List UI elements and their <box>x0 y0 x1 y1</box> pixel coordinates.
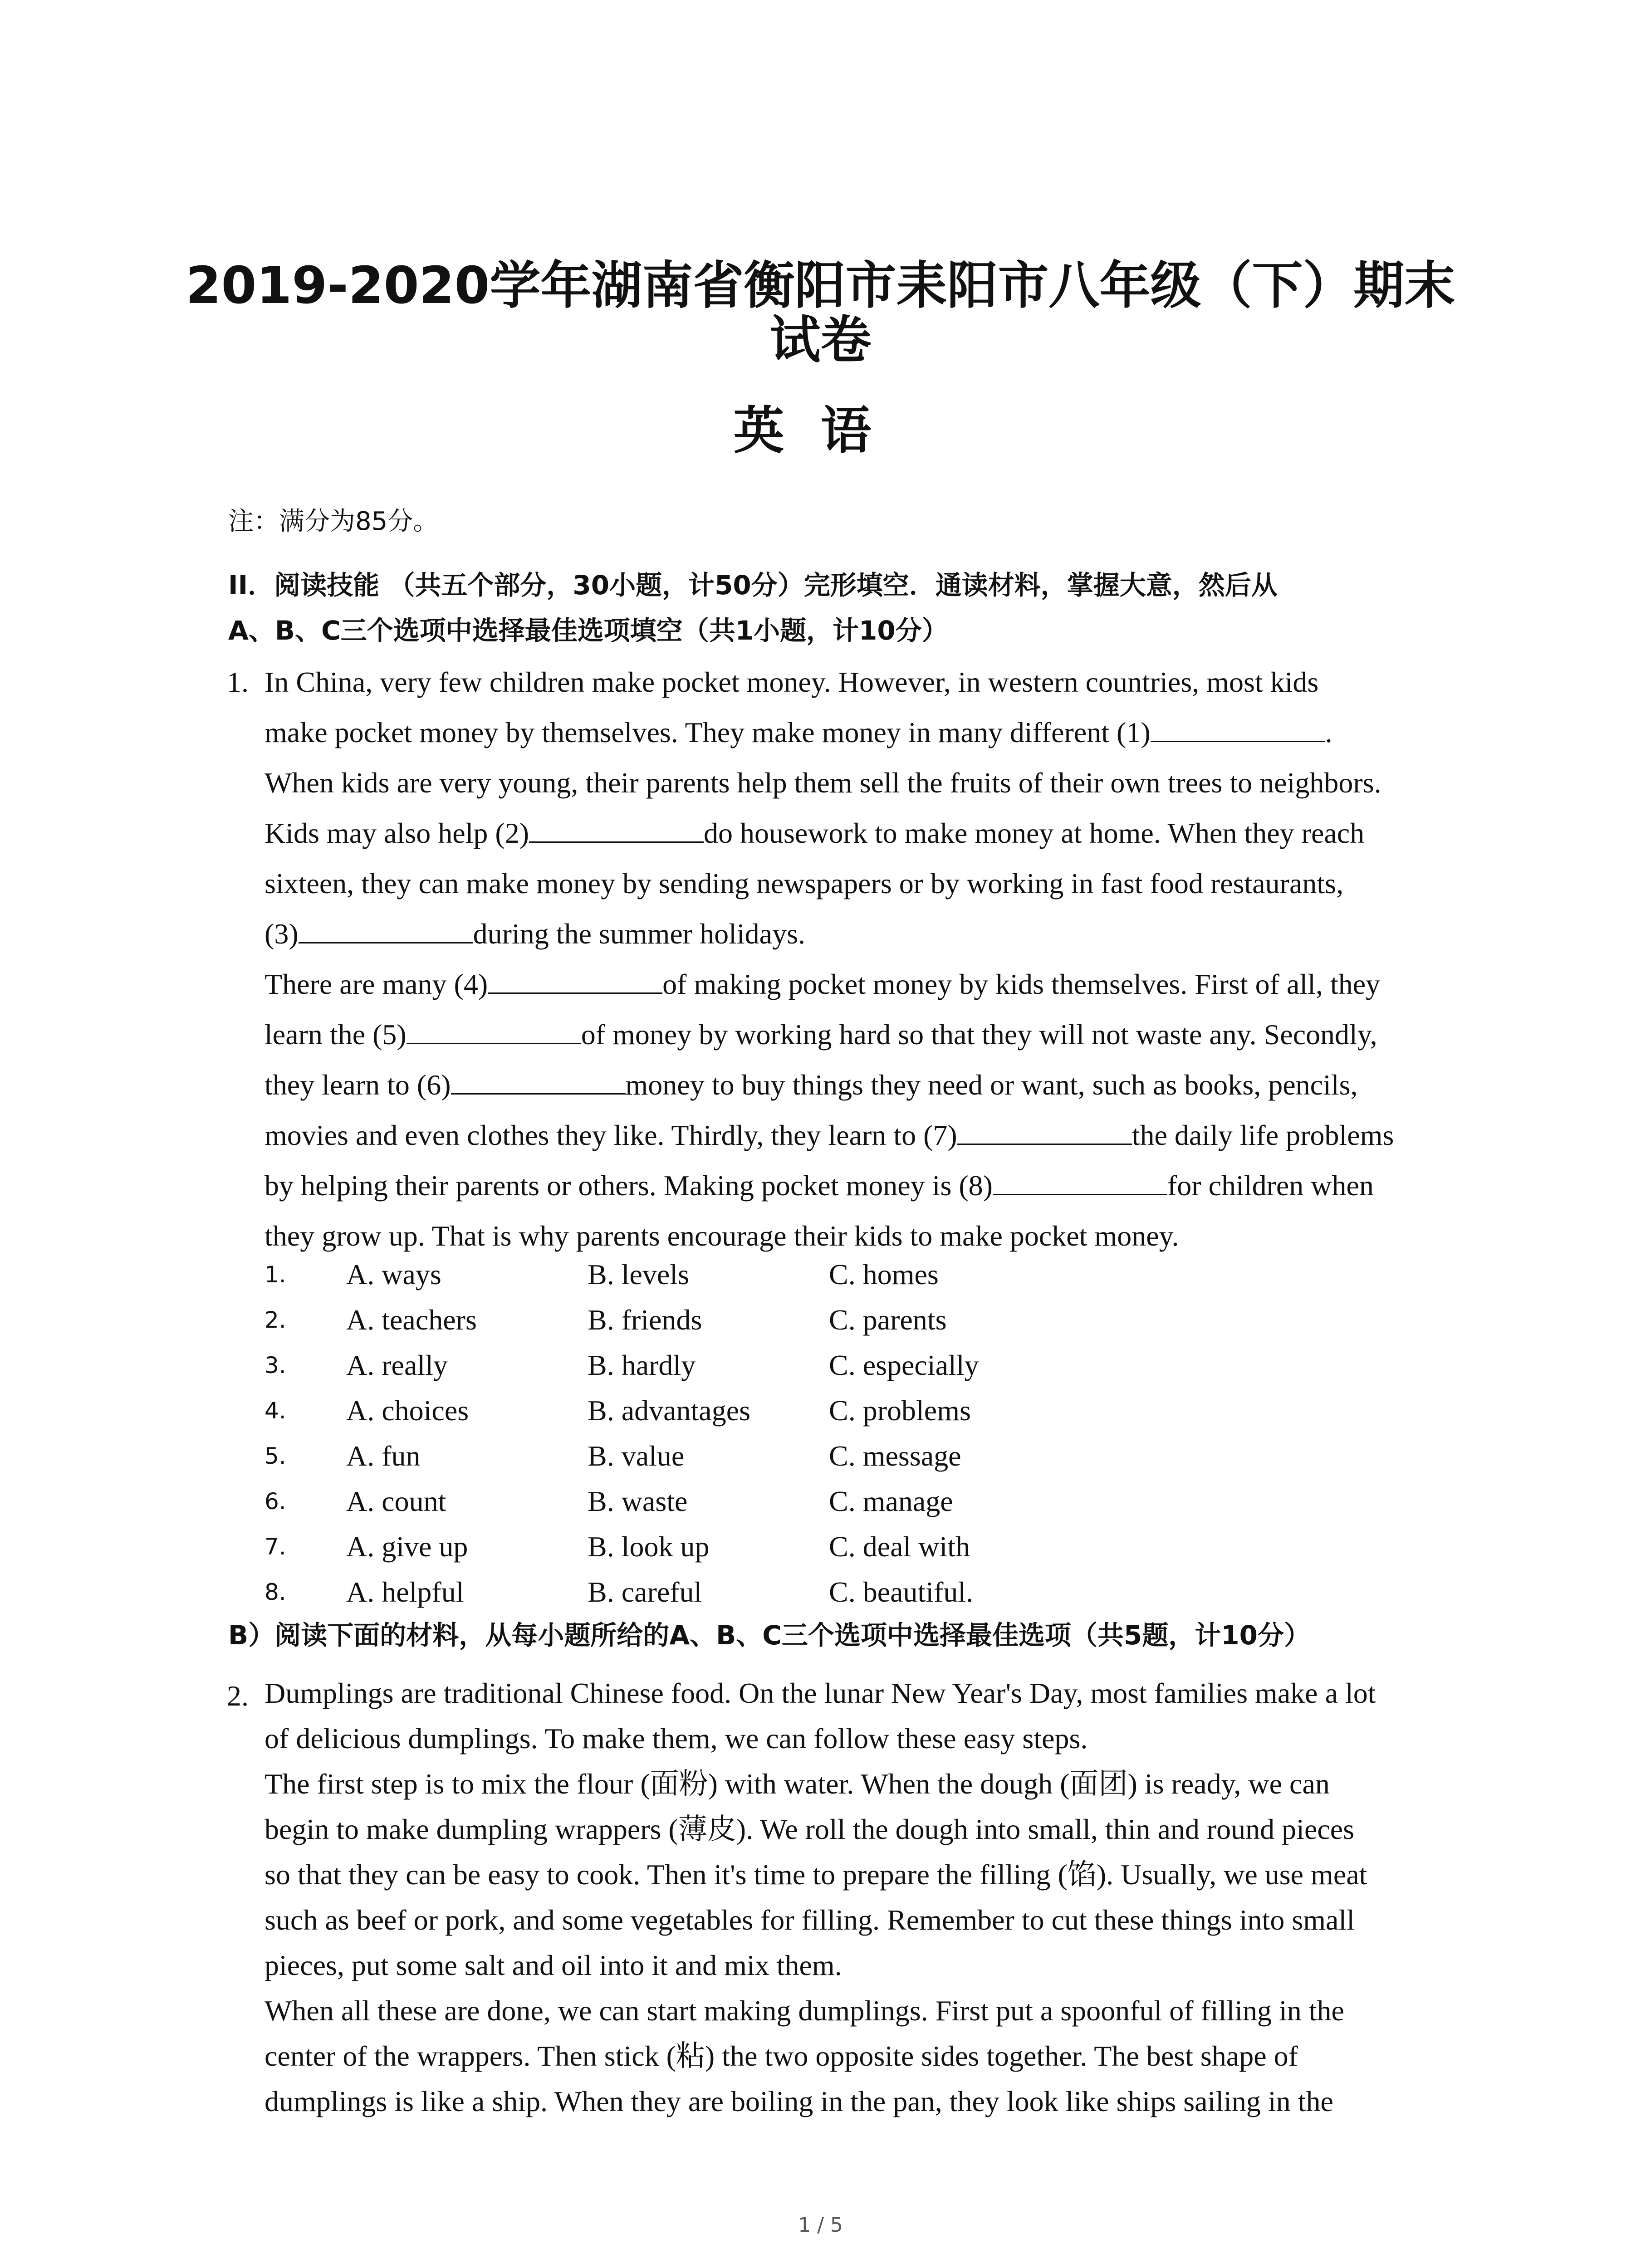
section1-heading-line1: II．阅读技能 （共五个部分，30小题，计50分）完形填空．通读材料，掌握大意，然后从 <box>228 570 1278 601</box>
passage-line <box>265 808 1462 858</box>
passage-line <box>265 657 1462 707</box>
option-number: 6. <box>265 1488 286 1515</box>
option-row <box>265 1479 1444 1524</box>
option-a: A. helpful <box>346 1576 464 1608</box>
option-b: B. advantages <box>588 1394 750 1427</box>
option-number: 2. <box>265 1307 286 1333</box>
answer-blank <box>451 1066 626 1095</box>
score-note: 注：满分为85分。 <box>228 507 439 536</box>
answer-blank <box>299 915 473 943</box>
passage-text: for children when <box>1167 1169 1374 1202</box>
passage-text: In China, very few children make pocket money. However, in western countries, most kids <box>265 666 1319 698</box>
passage-text: movies and even clothes they like. Thirdly, they learn to (7) <box>265 1119 957 1151</box>
passage-line <box>265 909 1462 959</box>
passage-line: so that they can be easy to cook. Then it's time to prepare the filling (馅). Usually, we use meat <box>265 1858 1367 1891</box>
option-a: A. choices <box>346 1394 469 1427</box>
answer-blank <box>488 965 662 994</box>
option-number: 7. <box>265 1534 286 1560</box>
passage-line <box>265 1009 1462 1060</box>
question2-passage <box>265 1671 1462 2124</box>
option-a: A. teachers <box>346 1304 477 1336</box>
answer-blank <box>407 1016 581 1044</box>
answer-blank <box>957 1116 1132 1145</box>
passage-line <box>265 858 1462 909</box>
passage-text: they grow up. That is why parents encourage their kids to make pocket money. <box>265 1220 1179 1252</box>
option-c: C. homes <box>829 1258 939 1290</box>
passage-line: pieces, put some salt and oil into it and mix them. <box>265 1949 842 1981</box>
passage-line: center of the wrappers. Then stick (粘) the two opposite sides together. The best shape of <box>265 2040 1298 2072</box>
option-number: 8. <box>265 1579 286 1605</box>
passage-line: of delicious dumplings. To make them, we can follow these easy steps. <box>265 1722 1088 1755</box>
answer-blank <box>529 814 704 843</box>
answer-blank <box>993 1167 1167 1195</box>
passage-text: the daily life problems <box>1132 1119 1394 1151</box>
option-a: A. give up <box>346 1530 468 1563</box>
passage-text: they learn to (6) <box>265 1069 451 1101</box>
option-row <box>265 1297 1444 1343</box>
option-b: B. hardly <box>588 1349 696 1381</box>
option-b: B. careful <box>588 1576 702 1608</box>
option-row <box>265 1388 1444 1433</box>
passage-text: (3) <box>265 918 299 950</box>
passage-text: money to buy things they need or want, such as books, pencils, <box>625 1069 1358 1101</box>
page-number: 1 / 5 <box>798 2214 843 2237</box>
option-c: C. manage <box>829 1485 953 1517</box>
passage-text: sixteen, they can make money by sending newspapers or by working in fast food restaurants, <box>265 867 1344 899</box>
passage-line <box>265 758 1462 808</box>
passage-line: The first step is to mix the flour (面粉) with water. When the dough (面团) is ready, we can <box>265 1768 1330 1800</box>
option-c: C. problems <box>829 1394 971 1427</box>
option-c: C. beautiful. <box>829 1576 974 1608</box>
option-a: A. fun <box>346 1440 421 1472</box>
question1-passage <box>265 657 1462 1261</box>
option-row <box>265 1433 1444 1479</box>
passage-text: . <box>1325 716 1332 748</box>
section1-heading-line2: A、B、C三个选项中选择最佳选项填空（共1小题，计10分） <box>228 615 948 646</box>
passage-line <box>265 1110 1462 1160</box>
passage-text: during the summer holidays. <box>473 918 805 950</box>
option-number: 3. <box>265 1352 286 1378</box>
option-row <box>265 1569 1444 1615</box>
option-c: C. especially <box>829 1349 979 1381</box>
question-number-2: 2. <box>227 1680 249 1712</box>
option-b: B. value <box>588 1440 685 1472</box>
option-a: A. really <box>346 1349 448 1381</box>
passage-text: by helping their parents or others. Making pocket money is (8) <box>265 1169 993 1202</box>
question-number-1: 1. <box>227 666 249 698</box>
passage-text: do housework to make money at home. When they reach <box>704 817 1365 849</box>
passage-line: dumplings is like a ship. When they are boiling in the pan, they look like ships sailing in the <box>265 2085 1333 2117</box>
option-row <box>265 1524 1444 1569</box>
option-c: C. parents <box>829 1304 947 1336</box>
passage-text: Kids may also help (2) <box>265 817 529 849</box>
passage-line <box>265 1060 1462 1110</box>
option-b: B. look up <box>588 1530 710 1563</box>
document-title-line2: 试卷 <box>769 311 872 370</box>
passage-line <box>265 959 1462 1009</box>
passage-text: learn the (5) <box>265 1018 407 1051</box>
passage-line <box>265 707 1462 758</box>
subject-heading: 英语 <box>733 401 908 460</box>
option-c: C. message <box>829 1440 961 1472</box>
passage-text: When kids are very young, their parents help them sell the fruits of their own trees to neighbors. <box>265 767 1381 799</box>
option-a: A. ways <box>346 1258 441 1290</box>
passage-line: Dumplings are traditional Chinese food. On the lunar New Year's Day, most families make a lot <box>265 1677 1376 1709</box>
passage-text: There are many (4) <box>265 968 488 1000</box>
section2-heading: B）阅读下面的材料，从每小题所给的A、B、C三个选项中选择最佳选项（共5题，计10分） <box>228 1620 1310 1651</box>
option-number: 5. <box>265 1443 286 1469</box>
option-row <box>265 1343 1444 1388</box>
document-title-line1: 2019-2020学年湖南省衡阳市耒阳市八年级（下）期末 <box>186 256 1455 315</box>
option-number: 1. <box>265 1261 286 1288</box>
passage-text: make pocket money by themselves. They make money in many different (1) <box>265 716 1151 748</box>
option-b: B. waste <box>588 1485 688 1517</box>
option-number: 4. <box>265 1398 286 1424</box>
passage-line: such as beef or pork, and some vegetables for filling. Remember to cut these things into small <box>265 1904 1355 1936</box>
option-row <box>265 1252 1444 1297</box>
answer-blank <box>1151 714 1325 742</box>
passage-line: When all these are done, we can start making dumplings. First put a spoonful of filling in the <box>265 1994 1344 2027</box>
passage-text: of money by working hard so that they will not waste any. Secondly, <box>581 1018 1377 1051</box>
option-b: B. levels <box>588 1258 689 1290</box>
passage-line: begin to make dumpling wrappers (薄皮). We roll the dough into small, thin and round pieces <box>265 1813 1355 1845</box>
passage-line <box>265 1160 1462 1211</box>
passage-text: of making pocket money by kids themselves. First of all, they <box>662 968 1381 1000</box>
option-c: C. deal with <box>829 1530 970 1563</box>
option-a: A. count <box>346 1485 446 1517</box>
option-b: B. friends <box>588 1304 702 1336</box>
